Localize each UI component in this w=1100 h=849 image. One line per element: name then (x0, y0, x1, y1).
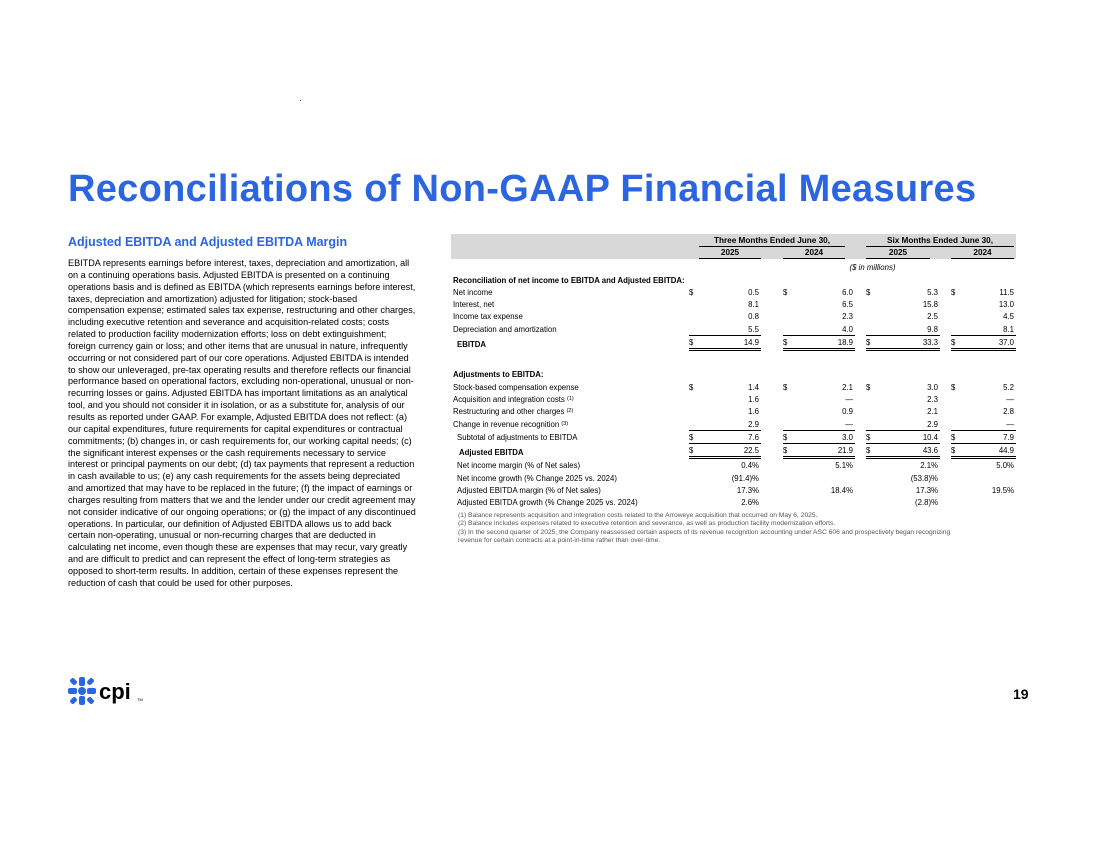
stray-dot (300, 100, 301, 101)
row-label: Adjusted EBITDA (459, 447, 524, 457)
currency-symbol: $ (951, 430, 961, 443)
footnote: (1) Balance represents acquisition and integration costs related to the Arroweye acquisition that occurred on May 6, 2025. (458, 512, 818, 519)
cell-value: 2.6% (741, 498, 759, 508)
table-row (451, 286, 1016, 298)
header-year: 2024 (783, 248, 845, 259)
row-label: Change in revenue recognition (453, 420, 560, 430)
row-label: Restructuring and other charges (453, 407, 565, 417)
currency-symbol: $ (866, 382, 871, 392)
cell-value: (91.4)% (731, 473, 759, 483)
cell-value: 9.8 (876, 322, 940, 335)
cell-value: 2.1% (920, 461, 938, 471)
currency-symbol: $ (783, 335, 793, 349)
row-label: EBITDA (457, 339, 487, 349)
cell-value: (53.8)% (910, 473, 938, 483)
row-label: Stock-based compensation expense (453, 382, 579, 392)
cell-value: 1.6 (748, 407, 759, 417)
cell-value: 5.5 (699, 322, 761, 335)
header-year: 2024 (951, 248, 1014, 259)
cell-value: 2.3 (842, 312, 853, 322)
cell-value: 17.3% (915, 486, 938, 496)
cell-value: 21.9 (793, 443, 855, 457)
logo-trademark: TM (137, 697, 143, 702)
currency-symbol: $ (689, 443, 699, 457)
cpi-logo (66, 676, 156, 708)
table-header (451, 234, 1016, 259)
currency-symbol: $ (783, 430, 793, 443)
page-number: 19 (1013, 686, 1029, 702)
cell-value: 0.9 (842, 407, 853, 417)
cell-value: 11.5 (999, 287, 1014, 297)
table-row (451, 322, 1016, 335)
cell-value: 44.9 (961, 443, 1016, 457)
row-label: Income tax expense (453, 312, 523, 322)
row-label: Net income margin (% of Net sales) (457, 461, 581, 471)
cell-value: — (961, 417, 1016, 430)
section-title-row (451, 261, 1016, 273)
row-label: Acquisition and integration costs (453, 394, 565, 404)
cell-value: 4.0 (793, 322, 855, 335)
cell-value: 33.3 (876, 335, 940, 349)
section-title: Adjustments to EBITDA: (453, 370, 544, 380)
footnotes (458, 512, 958, 545)
section-title: Reconciliation of net income to EBITDA and Adjusted EBITDA: (453, 275, 685, 285)
cell-value: 15.8 (922, 300, 938, 310)
currency-symbol: $ (866, 443, 876, 457)
footnote-ref: (3) (561, 421, 569, 428)
cell-value: 2.9 (699, 417, 761, 430)
cell-value: 2.3 (927, 394, 938, 404)
cell-value (961, 471, 1016, 483)
row-label: Depreciation and amortization (453, 325, 557, 335)
currency-symbol: $ (951, 443, 961, 457)
table-row-total (451, 443, 1016, 457)
header-year: 2025 (699, 248, 761, 259)
cell-value: 3.0 (793, 430, 855, 443)
cell-value: 3.0 (927, 382, 938, 392)
row-label: Net income (453, 287, 493, 297)
row-label: Net income growth (% Change 2025 vs. 2024) (457, 473, 617, 483)
units-label: ($ in millions) (849, 263, 896, 273)
currency-symbol: $ (783, 443, 793, 457)
footnote: (3) In the second quarter of 2025, the Company reassessed certain aspects of its revenue recognition accounting under ASC 606 and prospectively began recognizing revenue for certain contracts at a point-in-time rather than over-time. (458, 528, 951, 544)
currency-symbol: $ (689, 382, 694, 392)
cell-value: 18.9 (793, 335, 855, 349)
cell-value (793, 496, 855, 508)
cell-value: 18.4% (830, 486, 853, 496)
cell-value: 5.3 (927, 287, 938, 297)
cell-value: — (845, 394, 853, 404)
currency-symbol: $ (783, 382, 788, 392)
footnote-ref: (1) (567, 395, 574, 402)
row-label: Adjusted EBITDA growth (% Change 2025 vs. 2024) (457, 498, 638, 508)
table-row (451, 380, 1016, 392)
currency-symbol: $ (951, 287, 956, 297)
table-row (451, 298, 1016, 310)
row-label: Interest, net (453, 300, 495, 310)
currency-symbol: $ (951, 335, 961, 349)
footnote-ref: (2) (566, 408, 574, 415)
cell-value (961, 496, 1016, 508)
cell-value: 37.0 (961, 335, 1016, 349)
currency-symbol: $ (689, 287, 694, 297)
table-row (451, 405, 1016, 417)
cell-value: (2.8)% (915, 498, 938, 508)
cell-value: 19.5% (991, 486, 1014, 496)
cell-value: 0.4% (741, 461, 759, 471)
section-subtitle: Adjusted EBITDA and Adjusted EBITDA Margin (68, 235, 348, 249)
table-row (451, 417, 1016, 430)
cpi-logo-mark-icon (66, 676, 156, 708)
cell-value: 0.8 (748, 312, 759, 322)
cell-value: 1.4 (748, 382, 759, 392)
cell-value: 4.5 (1003, 312, 1014, 322)
table-row-total (451, 335, 1016, 349)
cell-value: 7.6 (699, 430, 761, 443)
page-title: Reconciliations of Non-GAAP Financial Measures (68, 168, 977, 210)
table-row (451, 496, 1016, 508)
cell-value: 6.5 (842, 300, 853, 310)
currency-symbol: $ (866, 430, 876, 443)
section-title-row (451, 368, 1016, 380)
cell-value: — (1006, 394, 1014, 404)
cell-value: 5.1% (835, 461, 853, 471)
header-three-months: Three Months Ended June 30, (699, 236, 845, 247)
cell-value: 14.9 (699, 335, 761, 349)
row-label: Adjusted EBITDA margin (% of Net sales) (457, 486, 601, 496)
cell-value: 2.1 (927, 407, 938, 417)
table-row (451, 393, 1016, 405)
currency-symbol: $ (689, 335, 699, 349)
cell-value: 8.1 (961, 322, 1016, 335)
cell-value: 17.3% (736, 486, 759, 496)
description-paragraph: EBITDA represents earnings before interest, taxes, depreciation and amortization, all on a continuing operations basis. Adjusted EBITDA is presented on a continuing operations basis and is defined as EBITDA (which represents earnings before interest, taxes, depreciation and amortization) adjusted for litigation; stock-based compensation expense; estimated sales tax expense, restructuring and other charges, including executive retention and severance and acquisition-related costs; costs related to production facility modernization efforts; loss on debt extinguishment; foreign currency gain or loss; and other items that are unusual in nature, infrequently occurring or not considered part of our core operations. Adjusted EBITDA is intended to show our unleveraged, pre-tax operating results and therefore reflects our financial performance based on operational factors, excluding non-operational, unusual or non-recurring losses or gains. Adjusted EBITDA has important limitations as an analytical tool, and you should not consider it in isolation, or as a substitute for, analysis of our results as reported under GAAP. For example, Adjusted EBITDA does not reflect: (a) our capital expenditures, future requirements for capital expenditures or contractual commitments; (b) changes in, or cash requirements for, our working capital needs; (c) the significant interest expenses or the cash requirements necessary to service interest or principal payments on our debt; (d) tax payments that represent a reduction in cash available to us; (e) any cash requirements for the assets being depreciated and amortized that may have to be replaced in the future; (f) the impact of earnings or charges resulting from matters that we and the lender under our credit agreement may not consider indicative of our ongoing operations; or (g) the impact of any discontinued operations. In particular, our definition of Adjusted EBITDA allows us to add back certain non-operating, unusual or non-recurring charges that are deducted in calculating net income, even though these are expenses that may recur, vary greatly and are difficult to predict and can represent the effect of long-term strategies as opposed to short-term results. In addition, certain of these expenses represent the reduction of cash that could be used for other purposes. (68, 258, 416, 588)
table-row (451, 484, 1016, 496)
cell-value: 43.6 (876, 443, 940, 457)
cell-value: 2.1 (842, 382, 853, 392)
currency-symbol: $ (866, 287, 871, 297)
cell-value: 2.8 (1003, 407, 1014, 417)
financial-table (451, 261, 1016, 508)
cell-value: 10.4 (876, 430, 940, 443)
reconciliation-table-area (451, 234, 1016, 508)
currency-symbol: $ (951, 382, 956, 392)
cell-value: 5.0% (996, 461, 1014, 471)
cell-value: 0.5 (748, 287, 759, 297)
footnote: (2) Balance includes expenses related to executive retention and severance, as well as production facility modernization efforts. (458, 520, 836, 528)
cell-value: 2.9 (876, 417, 940, 430)
cell-value: 5.2 (1003, 382, 1014, 392)
table-row (451, 458, 1016, 472)
currency-symbol: $ (783, 287, 788, 297)
cell-value: 6.0 (842, 287, 853, 297)
cell-value: 13.0 (998, 300, 1014, 310)
currency-symbol: $ (866, 335, 876, 349)
cell-value: 8.1 (748, 300, 759, 310)
table-row (451, 471, 1016, 483)
table-row (451, 310, 1016, 322)
cell-value (793, 471, 855, 483)
cell-value: — (793, 417, 855, 430)
logo-text: cpi (99, 679, 131, 704)
header-year: 2025 (866, 248, 930, 259)
cell-value: 1.6 (748, 394, 759, 404)
cell-value: 22.5 (699, 443, 761, 457)
cell-value: 2.5 (927, 312, 938, 322)
table-row-subtotal (451, 430, 1016, 443)
header-six-months: Six Months Ended June 30, (866, 236, 1014, 247)
currency-symbol: $ (689, 430, 699, 443)
row-label: Subtotal of adjustments to EBITDA (457, 433, 578, 443)
cell-value: 7.9 (961, 430, 1016, 443)
